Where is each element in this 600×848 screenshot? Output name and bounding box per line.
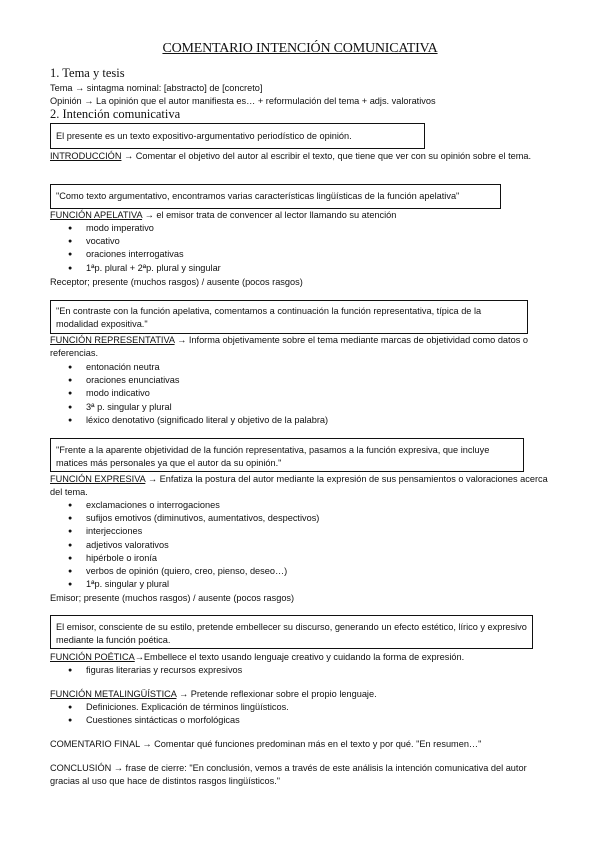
apelativa-list bbox=[68, 222, 221, 275]
list-item: ● interjecciones bbox=[68, 525, 319, 538]
list-item: ● Cuestiones sintácticas o morfológicas bbox=[68, 714, 289, 727]
box-expresiva-transition: "Frente a la aparente objetividad de la función representativa, pasamos a la función expresiva, que incluye matices más personales ya que el autor da su opinión." bbox=[50, 438, 524, 472]
comentario-final: COMENTARIO FINAL → Comentar qué funciones predominan más en el texto y por qué. "En resumen…" bbox=[50, 739, 482, 749]
box-apelativa-transition: "Como texto argumentativo, encontramos varias características lingüísticas de la función apelativa" bbox=[50, 184, 501, 209]
poetica-label: FUNCIÓN POÉTICA bbox=[50, 652, 135, 662]
list-item: ● modo indicativo bbox=[68, 387, 328, 400]
expresiva-list bbox=[68, 499, 319, 591]
poetica-heading bbox=[50, 651, 555, 664]
box-representativa-transition: "En contraste con la función apelativa, comentamos a continuación la función representativa, típica de la modalidad expositiva." bbox=[50, 300, 528, 334]
opinion-line: Opinión → La opinión que el autor manifiesta es… + reformulación del tema + adjs. valorativos bbox=[50, 96, 436, 106]
metalinguistica-text: → Pretende reflexionar sobre el propio lenguaje. bbox=[176, 689, 377, 699]
list-item: ● verbos de opinión (quiero, creo, pienso, deseo…) bbox=[68, 565, 319, 578]
apelativa-text: → el emisor trata de convencer al lector llamando su atención bbox=[142, 210, 397, 220]
metalinguistica-list bbox=[68, 701, 289, 727]
tema-line: Tema → sintagma nominal: [abstracto] de [concreto] bbox=[50, 83, 263, 93]
poetica-list bbox=[68, 664, 242, 677]
section-2-heading: 2. Intención comunicativa bbox=[50, 107, 181, 121]
list-item: ● exclamaciones o interrogaciones bbox=[68, 499, 319, 512]
list-item: ● vocativo bbox=[68, 235, 221, 248]
intro-text: → Comentar el objetivo del autor al escribir el texto, que tiene que ver con su opinión sobre el tema. bbox=[121, 151, 532, 161]
list-item: ● modo imperativo bbox=[68, 222, 221, 235]
intro-label: INTRODUCCIÓN bbox=[50, 151, 122, 161]
list-item: ● sufijos emotivos (diminutivos, aumentativos, despectivos) bbox=[68, 512, 319, 525]
representativa-text: → Informa objetivamente sobre el tema mediante marcas de objetividad como datos o referencias. bbox=[50, 335, 528, 359]
list-item: ● adjetivos valorativos bbox=[68, 539, 319, 552]
apelativa-footer: Receptor; presente (muchos rasgos) / ausente (pocos rasgos) bbox=[50, 277, 303, 287]
conclusion-paragraph: CONCLUSIÓN → frase de cierre: "En conclusión, vemos a través de este análisis la intención comunicativa del autor gracias al uso que hace de distintos rasgos lingüísticos." bbox=[50, 763, 527, 787]
list-item: ● figuras literarias y recursos expresivos bbox=[68, 664, 242, 677]
representativa-heading bbox=[50, 334, 555, 360]
expresiva-heading bbox=[50, 473, 555, 499]
list-item: ● 3ª p. singular y plural bbox=[68, 401, 328, 414]
document-title: COMENTARIO INTENCIÓN COMUNICATIVA bbox=[162, 41, 438, 56]
list-item: ● 1ªp. singular y plural bbox=[68, 578, 319, 591]
list-item: ● entonación neutra bbox=[68, 361, 328, 374]
section-1-heading: 1. Tema y tesis bbox=[50, 66, 125, 80]
list-item: ● oraciones enunciativas bbox=[68, 374, 328, 387]
list-item: ● Definiciones. Explicación de términos lingüísticos. bbox=[68, 701, 289, 714]
poetica-text: →Embellece el texto usando lenguaje creativo y cuidando la forma de expresión. bbox=[134, 652, 465, 662]
expresiva-footer: Emisor; presente (muchos rasgos) / ausente (pocos rasgos) bbox=[50, 593, 295, 603]
apelativa-label: FUNCIÓN APELATIVA bbox=[50, 210, 143, 220]
metalinguistica-label: FUNCIÓN METALINGÜÍSTICA bbox=[50, 689, 177, 699]
expresiva-text: → Enfatiza la postura del autor mediante la expresión de sus pensamientos o valoraciones acerca del tema. bbox=[50, 474, 548, 498]
list-item: ● 1ªp. plural + 2ªp. plural y singular bbox=[68, 262, 221, 275]
representativa-label: FUNCIÓN REPRESENTATIVA bbox=[50, 335, 175, 345]
box-poetica-transition: El emisor, consciente de su estilo, pretende embellecer su discurso, generando un efecto estético, lírico y expresivo mediante la función poética. bbox=[50, 615, 533, 649]
metalinguistica-heading bbox=[50, 688, 555, 701]
list-item: ● hipérbole o ironía bbox=[68, 552, 319, 565]
expresiva-label: FUNCIÓN EXPRESIVA bbox=[50, 474, 146, 484]
intro-paragraph bbox=[50, 150, 555, 163]
apelativa-heading bbox=[50, 209, 555, 222]
box-text-type: El presente es un texto expositivo-argumentativo periodístico de opinión. bbox=[50, 123, 425, 149]
representativa-list bbox=[68, 361, 328, 427]
list-item: ● oraciones interrogativas bbox=[68, 248, 221, 261]
list-item: ● léxico denotativo (significado literal y objetivo de la palabra) bbox=[68, 414, 328, 427]
